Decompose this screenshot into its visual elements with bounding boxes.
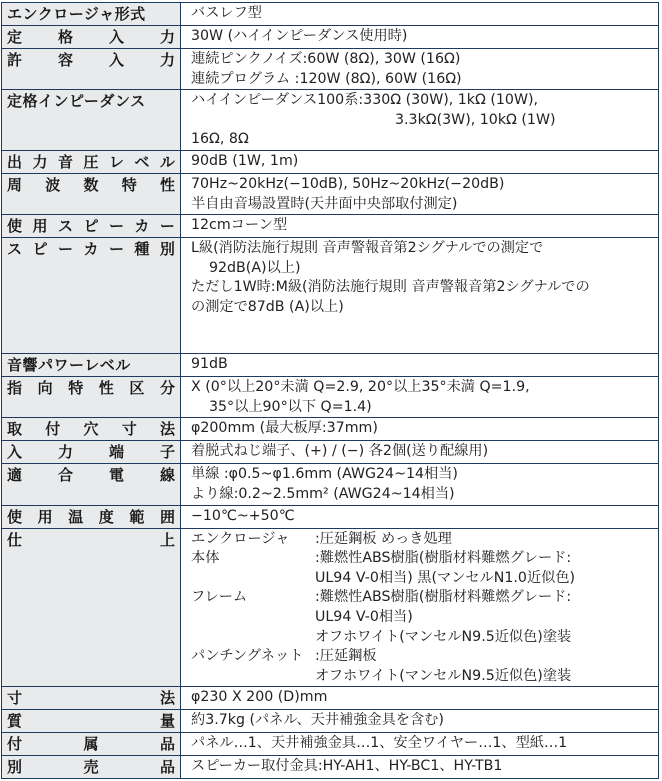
spec-label-char: 性 [98, 379, 114, 398]
spec-value-line: X (0°以上20°未満 Q=2.9, 20°以上35°未満 Q=1.9, [191, 379, 530, 396]
finish-part: パンチングネット [191, 648, 304, 665]
spec-row [2, 26, 659, 49]
finish-material: UL94 V-0相当) [315, 608, 413, 625]
spec-row [2, 150, 659, 173]
spec-value-line: 16Ω, 8Ω [191, 131, 249, 148]
spec-label-char: ピ [83, 217, 99, 236]
spec-label-char: 付 [7, 735, 23, 754]
spec-label-char: 性 [159, 175, 175, 194]
spec-label [2, 49, 180, 71]
spec-value-cell [181, 150, 659, 173]
spec-label-char: 度 [98, 507, 114, 526]
spec-table [1, 2, 659, 779]
spec-label [2, 506, 180, 528]
spec-label-cell [2, 354, 181, 377]
spec-label [2, 377, 180, 399]
spec-row [2, 687, 659, 710]
spec-table-body [2, 3, 659, 779]
spec-label-char: 線 [159, 466, 175, 485]
spec-row [2, 441, 659, 464]
spec-label [2, 26, 180, 48]
spec-value-cell [181, 173, 659, 214]
spec-label-char: 数 [83, 175, 99, 194]
spec-label-cell [2, 505, 181, 528]
spec-value-cell [181, 756, 659, 779]
spec-label-char: 出 [7, 152, 23, 171]
spec-label-char: 用 [32, 217, 48, 236]
spec-value-line: 着脱式ねじ端子、(+) / (−) 各2個(送り配線用) [191, 443, 489, 460]
spec-label [2, 418, 180, 440]
spec-label-cell [2, 528, 181, 687]
spec-value-line: 約3.7kg (パネル、天井補強金具を含む) [191, 712, 444, 729]
spec-label: 音響パワーレベル [7, 356, 131, 375]
spec-label-char: ー [108, 217, 124, 236]
spec-value-cell [181, 687, 659, 710]
spec-label-cell [2, 377, 181, 418]
spec-label-char: 別 [7, 758, 23, 777]
spec-label-char: 圧 [83, 152, 99, 171]
spec-value-line: 30W (ハイインピーダンス使用時) [191, 28, 408, 44]
spec-label-char: 音 [57, 152, 73, 171]
spec-label-char: 指 [7, 379, 23, 398]
spec-label-char: 分 [159, 379, 175, 398]
spec-label-cell [2, 441, 181, 464]
spec-value-cell [181, 710, 659, 733]
finish-material: UL94 V-0相当) 黒(マンセルN1.0近似色) [315, 569, 576, 586]
spec-label-char: 特 [121, 175, 137, 194]
spec-label-char: ー [108, 240, 124, 259]
spec-label-char: ベ [134, 152, 150, 171]
spec-label [2, 151, 180, 173]
finish-part: フレーム [191, 589, 248, 606]
spec-label-char: 電 [108, 466, 124, 485]
spec-value-cell [181, 49, 659, 90]
finish-part: 本体 [191, 550, 220, 567]
spec-row [2, 505, 659, 528]
spec-value-line: φ230 X 200 (D)mm [191, 689, 328, 706]
spec-label [2, 215, 180, 237]
spec-label-char: 温 [68, 507, 84, 526]
spec-label-char: 種 [134, 240, 150, 259]
spec-value-line: パネル…1、天井補強金具…1、安全ワイヤー…1、型紙…1 [191, 735, 568, 752]
spec-value-line: −10℃~+50℃ [191, 507, 295, 524]
spec-value-cell [181, 90, 659, 151]
spec-label: エンクロージャ形式 [7, 5, 146, 23]
finish-part: エンクロージャ [191, 530, 290, 547]
spec-label-cell [2, 49, 181, 90]
finish-material: オフホワイト(マンセルN9.5近似色)塗装 [315, 667, 572, 684]
spec-row [2, 733, 659, 756]
finish-material: オフホワイト(マンセルN9.5近似色)塗装 [315, 628, 572, 645]
spec-label-char: ー [159, 217, 175, 236]
spec-value-line: 連続プログラム :120W (8Ω), 60W (16Ω) [191, 70, 462, 87]
spec-row [2, 49, 659, 90]
finish-part [191, 608, 315, 628]
spec-label-char: 使 [7, 217, 23, 236]
spec-value-line: の測定で87dB (A)以上) [191, 298, 344, 315]
spec-row [2, 756, 659, 779]
spec-row [2, 528, 659, 687]
spec-value-line: 半自由音場設置時(天井面中央部取付測定) [191, 195, 458, 212]
spec-label-char: ー [57, 240, 73, 259]
spec-label-char: 法 [159, 689, 175, 708]
spec-value-cell [181, 215, 659, 238]
spec-value-line: バスレフ型 [191, 5, 262, 21]
spec-label-char: カ [83, 240, 99, 259]
spec-label-char: ス [57, 217, 73, 236]
spec-value-cell [181, 733, 659, 756]
spec-value-cell [181, 441, 659, 464]
spec-label-char: 法 [159, 420, 175, 439]
spec-row [2, 90, 659, 151]
spec-label-char: 向 [37, 379, 53, 398]
spec-value-cell [181, 354, 659, 377]
spec-label [2, 529, 180, 551]
finish-list [191, 530, 658, 687]
spec-label-char: 力 [159, 28, 175, 46]
spec-label-char: 用 [37, 507, 53, 526]
spec-label-char: 別 [159, 240, 175, 259]
spec-value-cell [181, 3, 659, 26]
spec-value-line: ハイインピーダンス100系:330Ω (30W), 1kΩ (10W), [191, 92, 539, 109]
spec-label-char: ス [7, 240, 23, 259]
spec-label-char: 端 [108, 443, 124, 462]
spec-label-cell [2, 238, 181, 354]
spec-label-char: 付 [45, 420, 61, 439]
spec-label-char: 範 [129, 507, 145, 526]
finish-material: :難燃性ABS樹脂(樹脂材料難燃グレード: [315, 589, 572, 606]
finish-part [191, 569, 315, 589]
spec-value-line: 90dB (1W, 1m) [191, 152, 299, 169]
spec-row [2, 238, 659, 354]
spec-label-char: 質 [7, 712, 23, 731]
spec-label-char: 品 [159, 758, 175, 777]
spec-label-char: 適 [7, 466, 23, 485]
spec-label [2, 238, 180, 260]
spec-label-char: 仕 [7, 530, 23, 549]
spec-row [2, 354, 659, 377]
spec-row [2, 3, 659, 26]
spec-value-cell [181, 464, 659, 505]
spec-row [2, 464, 659, 505]
spec-label-char: カ [134, 217, 150, 236]
spec-label-char: 周 [7, 175, 23, 194]
spec-label-char: 使 [7, 507, 23, 526]
spec-label-cell [2, 173, 181, 214]
spec-label-char: 許 [7, 51, 23, 69]
spec-value-cell [181, 528, 659, 687]
spec-value-cell [181, 238, 659, 354]
spec-label [2, 733, 180, 755]
spec-label-char: ピ [32, 240, 48, 259]
spec-value-line: L級(消防法施行規則 音声警報音第2シグナルでの測定で [191, 240, 544, 257]
spec-label-cell [2, 756, 181, 779]
spec-label-char: 属 [83, 735, 99, 754]
spec-row [2, 215, 659, 238]
finish-material: :難燃性ABS樹脂(樹脂材料難燃グレード: [315, 550, 572, 567]
spec-label-cell [2, 687, 181, 710]
spec-label-cell [2, 150, 181, 173]
spec-value-line: 連続ピンクノイズ:60W (8Ω), 30W (16Ω) [191, 51, 461, 67]
spec-value-line: 3.3kΩ(3W), 10kΩ (1W) [395, 111, 556, 128]
spec-label-char: 区 [129, 379, 145, 398]
spec-label-char: 合 [57, 466, 73, 485]
spec-label-char: 入 [7, 443, 23, 462]
spec-label-char: 容 [57, 51, 73, 69]
spec-value-line: より線:0.2~2.5mm² (AWG24~14相当) [191, 485, 455, 502]
spec-label-char: 波 [45, 175, 61, 194]
spec-label-cell [2, 464, 181, 505]
spec-label [2, 756, 180, 778]
spec-label-char: 穴 [83, 420, 99, 439]
spec-label-cell [2, 733, 181, 756]
spec-row [2, 173, 659, 214]
spec-label-char: 寸 [7, 689, 23, 708]
spec-label-char: 寸 [121, 420, 137, 439]
spec-value-line: 92dB(A)以上) [209, 259, 301, 276]
spec-label-char: 取 [7, 420, 23, 439]
spec-value-line: 70Hz~20kHz(−10dB), 50Hz~20kHz(−20dB) [191, 175, 505, 192]
spec-label-char: 量 [159, 712, 175, 731]
spec-value-line: スピーカー取付金具:HY-AH1、HY-BC1、HY-TB1 [191, 758, 503, 775]
spec-label-cell [2, 90, 181, 151]
spec-label-cell [2, 710, 181, 733]
spec-value-cell [181, 418, 659, 441]
spec-label [2, 464, 180, 486]
spec-value-line: 12cmコーン型 [191, 217, 288, 234]
spec-label-char: 特 [68, 379, 84, 398]
finish-part [191, 628, 315, 648]
spec-label-cell [2, 418, 181, 441]
spec-label [2, 687, 180, 709]
spec-label [2, 710, 180, 732]
spec-label-char: 定 [7, 28, 23, 46]
spec-value-cell [181, 26, 659, 49]
spec-value-cell [181, 505, 659, 528]
finish-part [191, 667, 315, 687]
spec-value-line: ただし1W時:M級(消防法施行規則 音声警報音第2シグナルでの [191, 279, 590, 296]
spec-label-char: 品 [159, 735, 175, 754]
spec-label-char: 入 [108, 28, 124, 46]
spec-row [2, 418, 659, 441]
finish-material: :圧延鋼板 めっき処理 [315, 530, 452, 547]
spec-value-line: 単線 :φ0.5~φ1.6mm (AWG24~14相当) [191, 466, 458, 483]
spec-value-cell [181, 377, 659, 418]
spec-value-line: 91dB [191, 356, 228, 373]
spec-label [2, 174, 180, 196]
spec-label-char: 子 [159, 443, 175, 462]
spec-value-line: φ200mm (最大板厚:37mm) [191, 420, 378, 437]
spec-label-cell [2, 26, 181, 49]
spec-label [2, 441, 180, 463]
spec-label-char: 力 [32, 152, 48, 171]
spec-value-line: 35°以上90°以下 Q=1.4) [209, 398, 372, 415]
spec-label-char: レ [108, 152, 124, 171]
spec-label-cell [2, 215, 181, 238]
spec-label-char: 囲 [159, 507, 175, 526]
finish-material: :圧延鋼板 [315, 648, 377, 665]
spec-label-cell [2, 3, 181, 26]
spec-label-char: 売 [83, 758, 99, 777]
spec-label-char: ル [159, 152, 175, 171]
spec-row [2, 377, 659, 418]
spec-label-char: 力 [159, 51, 175, 69]
spec-label: 定格インピーダンス [7, 92, 146, 111]
spec-row [2, 710, 659, 733]
spec-label-char: 力 [57, 443, 73, 462]
spec-label-char: 格 [57, 28, 73, 46]
spec-label-char: 上 [159, 530, 175, 549]
spec-label-char: 入 [108, 51, 124, 69]
